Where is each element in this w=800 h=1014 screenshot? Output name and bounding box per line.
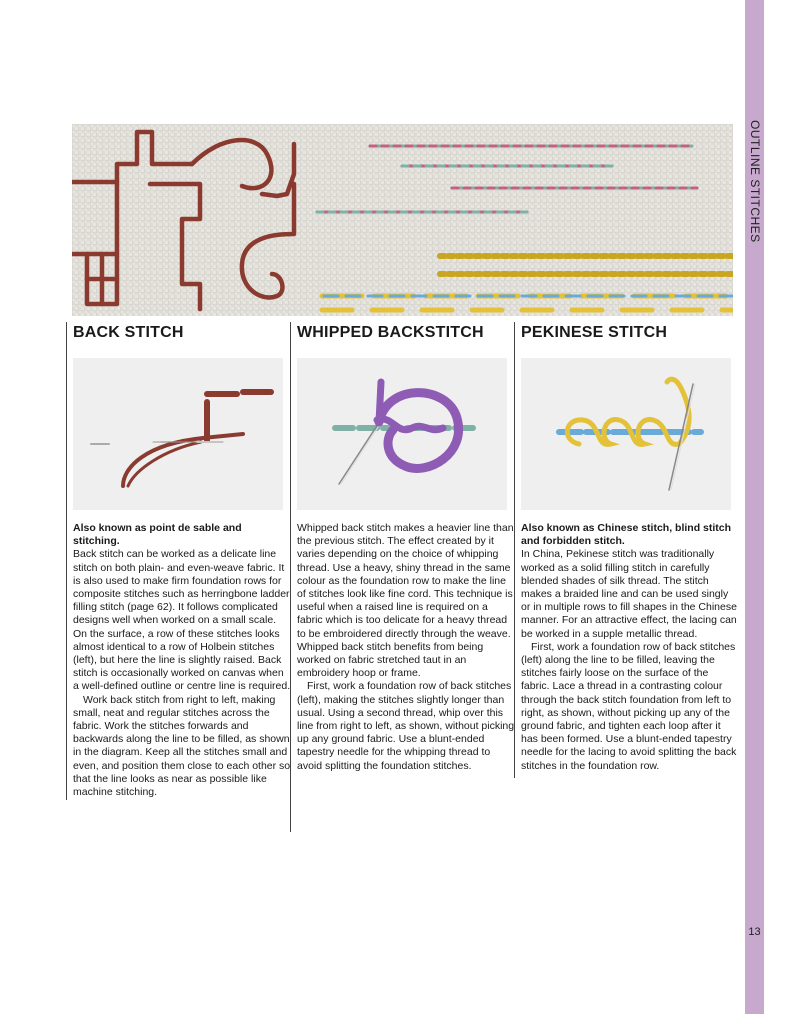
pekinese-stitch-lead: Also known as Chinese stitch, blind stitch and forbidden stitch. <box>521 522 732 548</box>
whipped-backstitch-diagram <box>297 358 507 510</box>
page-number: 13 <box>748 926 761 938</box>
whipped-backstitch-paragraph: Whipped back stitch makes a heavier line than the previous stitch. The effect created by it varies depending on the choice of whipping thread. Use a heavy, shiny thread in the same colour as the foundation row to make the line of stitches look like fine cord. This technique is useful when a raised line is required on a fabric which is too delicate for a heavy thread to be embroidered directly through the weave. Whipped back stitch benefits from being worked on fabric stretched taut in an embroidery hoop or frame. <box>297 522 514 680</box>
whipped-backstitch-title: WHIPPED BACKSTITCH <box>297 324 484 341</box>
section-label <box>745 120 764 250</box>
back-stitch-diagram <box>73 358 283 510</box>
whipped-backstitch-column <box>290 322 515 832</box>
pekinese-stitch-paragraph: First, work a foundation row of back stitches (left) along the line to be filled, leaving the stitches fairly loose on the surface of the fabric. Lace a thread in a contrasting colour through the back stitch foundation from left to right, as shown, without picking up any of the ground fabric, and tighten each loop after it has been formed. Use a blunt-ended tapestry needle for the lacing to avoid splitting the back stitches in the foundation row. <box>521 640 737 772</box>
back-stitch-paragraph: Work back stitch from right to left, making small, neat and regular stitches across the fabric. Work the stitches forwards and backwards along the line to be filled, as shown in the diagram. Keep all the stitches small and even, and position them close to each other so that the line looks as near as possible like machine stitching. <box>73 693 291 799</box>
pekinese-stitch-title: PEKINESE STITCH <box>521 324 668 341</box>
pekinese-stitch-paragraph: In China, Pekinese stitch was traditionally worked as a solid filling stitch in carefully blended shades of silk thread. The stitch makes a braided line and can be used singly or in multiple rows to fill shapes in the Chinese manner. For an attractive effect, the lacing can be worked in a supple metallic thread. <box>521 548 737 640</box>
whipped-backstitch-paragraph: First, work a foundation row of back stitches (left), making the stitches slightly longer than usual. Using a second thread, whip over this line from right to left, as shown, without picking up any ground fabric. Use a blunt-ended tapestry needle for the whipping thread to avoid splitting the foundation stitches. <box>297 680 515 772</box>
pekinese-stitch-diagram <box>521 358 731 510</box>
pekinese-stitch-column <box>514 322 739 778</box>
back-stitch-lead: Also known as point de sable and stitching. <box>73 522 242 548</box>
back-stitch-title: BACK STITCH <box>73 324 184 341</box>
back-stitch-paragraph: Back stitch can be worked as a delicate line stitch on both plain- and even-weave fabric. It is also used to make firm foundation rows for composite stitches such as herringbone ladder filling stitch (page 62). It follows complicated designs well when worked on a small scale. On the surface, a row of these stitches looks almost identical to a row of Holbein stitches (left), but here the line is slightly raised. Back stitch is occasionally worked on canvas when a well-defined outline or centre line is required. <box>73 548 291 693</box>
back-stitch-column <box>66 322 291 800</box>
section-label-text: OUTLINE STITCHES <box>747 120 762 243</box>
embroidery-photo <box>72 124 733 316</box>
